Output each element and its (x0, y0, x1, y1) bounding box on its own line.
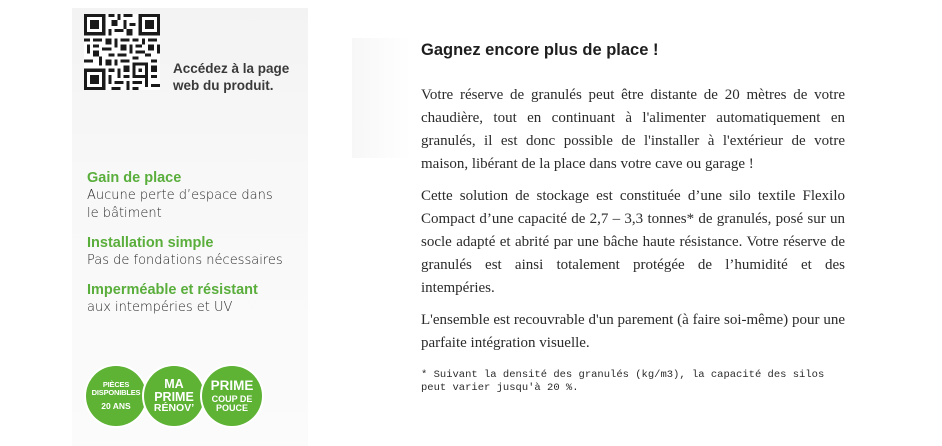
ma-prime-renov-badge (144, 366, 204, 426)
badge-line: MA (164, 377, 184, 391)
feature-title: Gain de place (87, 170, 182, 186)
body-paragraph: L'ensemble est recouvrable d'un parement (à faire soi-même) pour une parfaite intégration visuelle. (421, 312, 845, 351)
feature-desc: Aucune perte d’espace dans (87, 188, 273, 203)
qr-caption-line: Accédez à la page (173, 61, 290, 76)
badge-line: RÉNOV’ (153, 402, 195, 414)
feature-desc: aux intempéries et UV (87, 300, 233, 315)
main-content (421, 40, 845, 395)
feature-item (87, 282, 307, 317)
feature-title: Imperméable et résistant (87, 282, 258, 298)
page-title: Gagnez encore plus de place ! (421, 41, 659, 59)
badge-line: DISPONIBLES (91, 388, 141, 397)
qr-caption-line: web du produit. (173, 78, 274, 93)
badge-line: PRIME (210, 377, 254, 393)
feature-list (87, 170, 307, 329)
feature-item (87, 235, 307, 270)
decorative-shade (352, 38, 412, 158)
badge-line: 20 ANS (101, 401, 131, 411)
body-paragraph: Votre réserve de granulés peut être distante de 20 mètres de votre chaudière, tout en continuant à l'alimenter automatiquement en granulés, il est donc possible de l'installer à l'extérieur de votre maison, libérant de la place dans votre cave ou garage ! (421, 87, 845, 172)
feature-desc: Pas de fondations nécessaires (87, 253, 283, 268)
badge-line: POUCE (215, 403, 248, 413)
badge-line: COUP DE (211, 393, 253, 404)
badge-line: PIÈCES (102, 380, 130, 389)
prime-coup-de-pouce-badge (202, 366, 262, 426)
feature-item (87, 170, 307, 223)
feature-desc: le bâtiment (87, 206, 162, 221)
badge-line: PRIME (154, 389, 194, 404)
body-paragraph: Cette solution de stockage est constituée d’une silo textile Flexilo Compact d’une capacité de 2,7 – 3,3 tonnes* de granulés, posé sur un socle adapté et abrité par une bâche haute résistance. Votre réserve de granulés est ainsi totalement protégée de l’humidité et des intempéries. (421, 188, 845, 296)
qr-code-icon[interactable] (84, 14, 160, 90)
feature-title: Installation simple (87, 235, 214, 251)
pieces-disponibles-badge (86, 366, 146, 426)
qr-caption (173, 60, 313, 94)
footnote: * Suivant la densité des granulés (kg/m3), la capacité des silos peut varier jusqu'à 20 %. (421, 369, 825, 394)
badge-row (84, 366, 284, 432)
